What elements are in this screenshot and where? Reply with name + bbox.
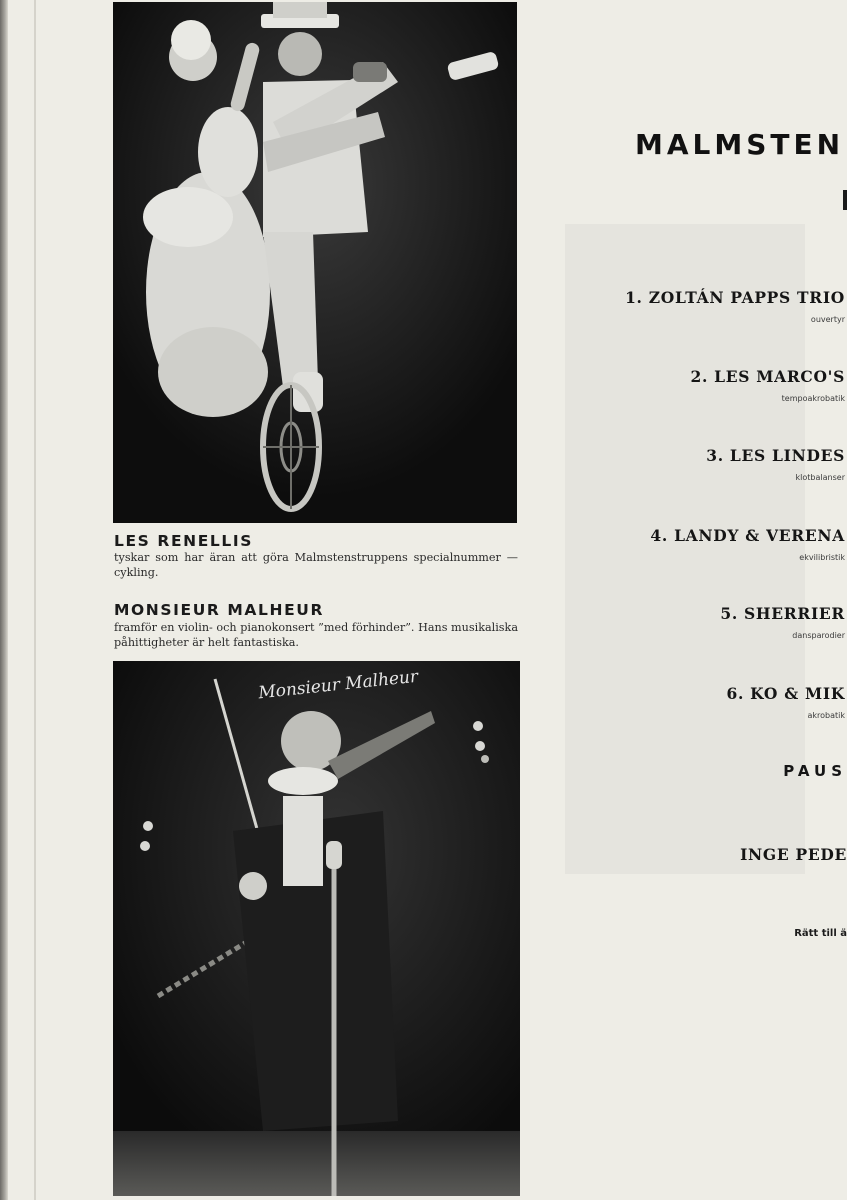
- program-act-1: [625, 288, 845, 324]
- act-name: 5. SHERRIER: [720, 604, 845, 623]
- act-description: akrobatik: [807, 711, 845, 720]
- caption-title-les-renellis: LES RENELLIS: [114, 532, 253, 550]
- subtitle-fragment: [843, 190, 847, 210]
- caption-body-monsieur-malheur: framför en violin- och pianokonsert ”med förhinder”. Hans musikaliska påhittigheter är helt fantastiska.: [114, 621, 518, 649]
- program-act-5: [720, 604, 845, 640]
- performers-unicycle-icon: [113, 2, 517, 523]
- act-name: 4. LANDY & VERENA: [650, 526, 845, 545]
- program-title: MALMSTEN: [635, 128, 845, 161]
- act-name: 2. LES MARCO'S: [690, 367, 845, 386]
- act-description: tempoakrobatik: [781, 394, 845, 403]
- act-name: 3. LES LINDES: [706, 446, 845, 465]
- caption-body-les-renellis: tyskar som har äran att göra Malmstenstruppens specialnummer — cykling.: [114, 551, 518, 579]
- caption-title-monsieur-malheur: MONSIEUR MALHEUR: [114, 601, 324, 619]
- book-spine: [0, 0, 8, 1200]
- act-name: 1. ZOLTÁN PAPPS TRIO: [625, 288, 845, 307]
- program-act-2: [690, 367, 845, 403]
- program-next-act: INGE PEDE: [740, 845, 847, 864]
- act-description: ouvertyr: [810, 315, 845, 324]
- violinist-photo: [113, 661, 520, 1196]
- performers-unicycle-photo: [113, 2, 517, 523]
- act-description: klotbalanser: [795, 473, 845, 482]
- violinist-icon: [113, 661, 520, 1196]
- program-act-3: [706, 446, 845, 482]
- program-pause: PAUS: [783, 762, 847, 780]
- act-description: dansparodier: [792, 631, 845, 640]
- act-name: 6. KO & MIK: [726, 684, 845, 703]
- act-description: ekvilibristik: [799, 553, 845, 562]
- program-footer-note: Rätt till ä: [794, 928, 847, 939]
- program-act-4: [650, 526, 845, 562]
- program-page: [520, 0, 847, 1200]
- program-act-6: [726, 684, 845, 720]
- page-edge: [34, 0, 36, 1200]
- photo-signature: Monsieur Malheur: [257, 666, 419, 704]
